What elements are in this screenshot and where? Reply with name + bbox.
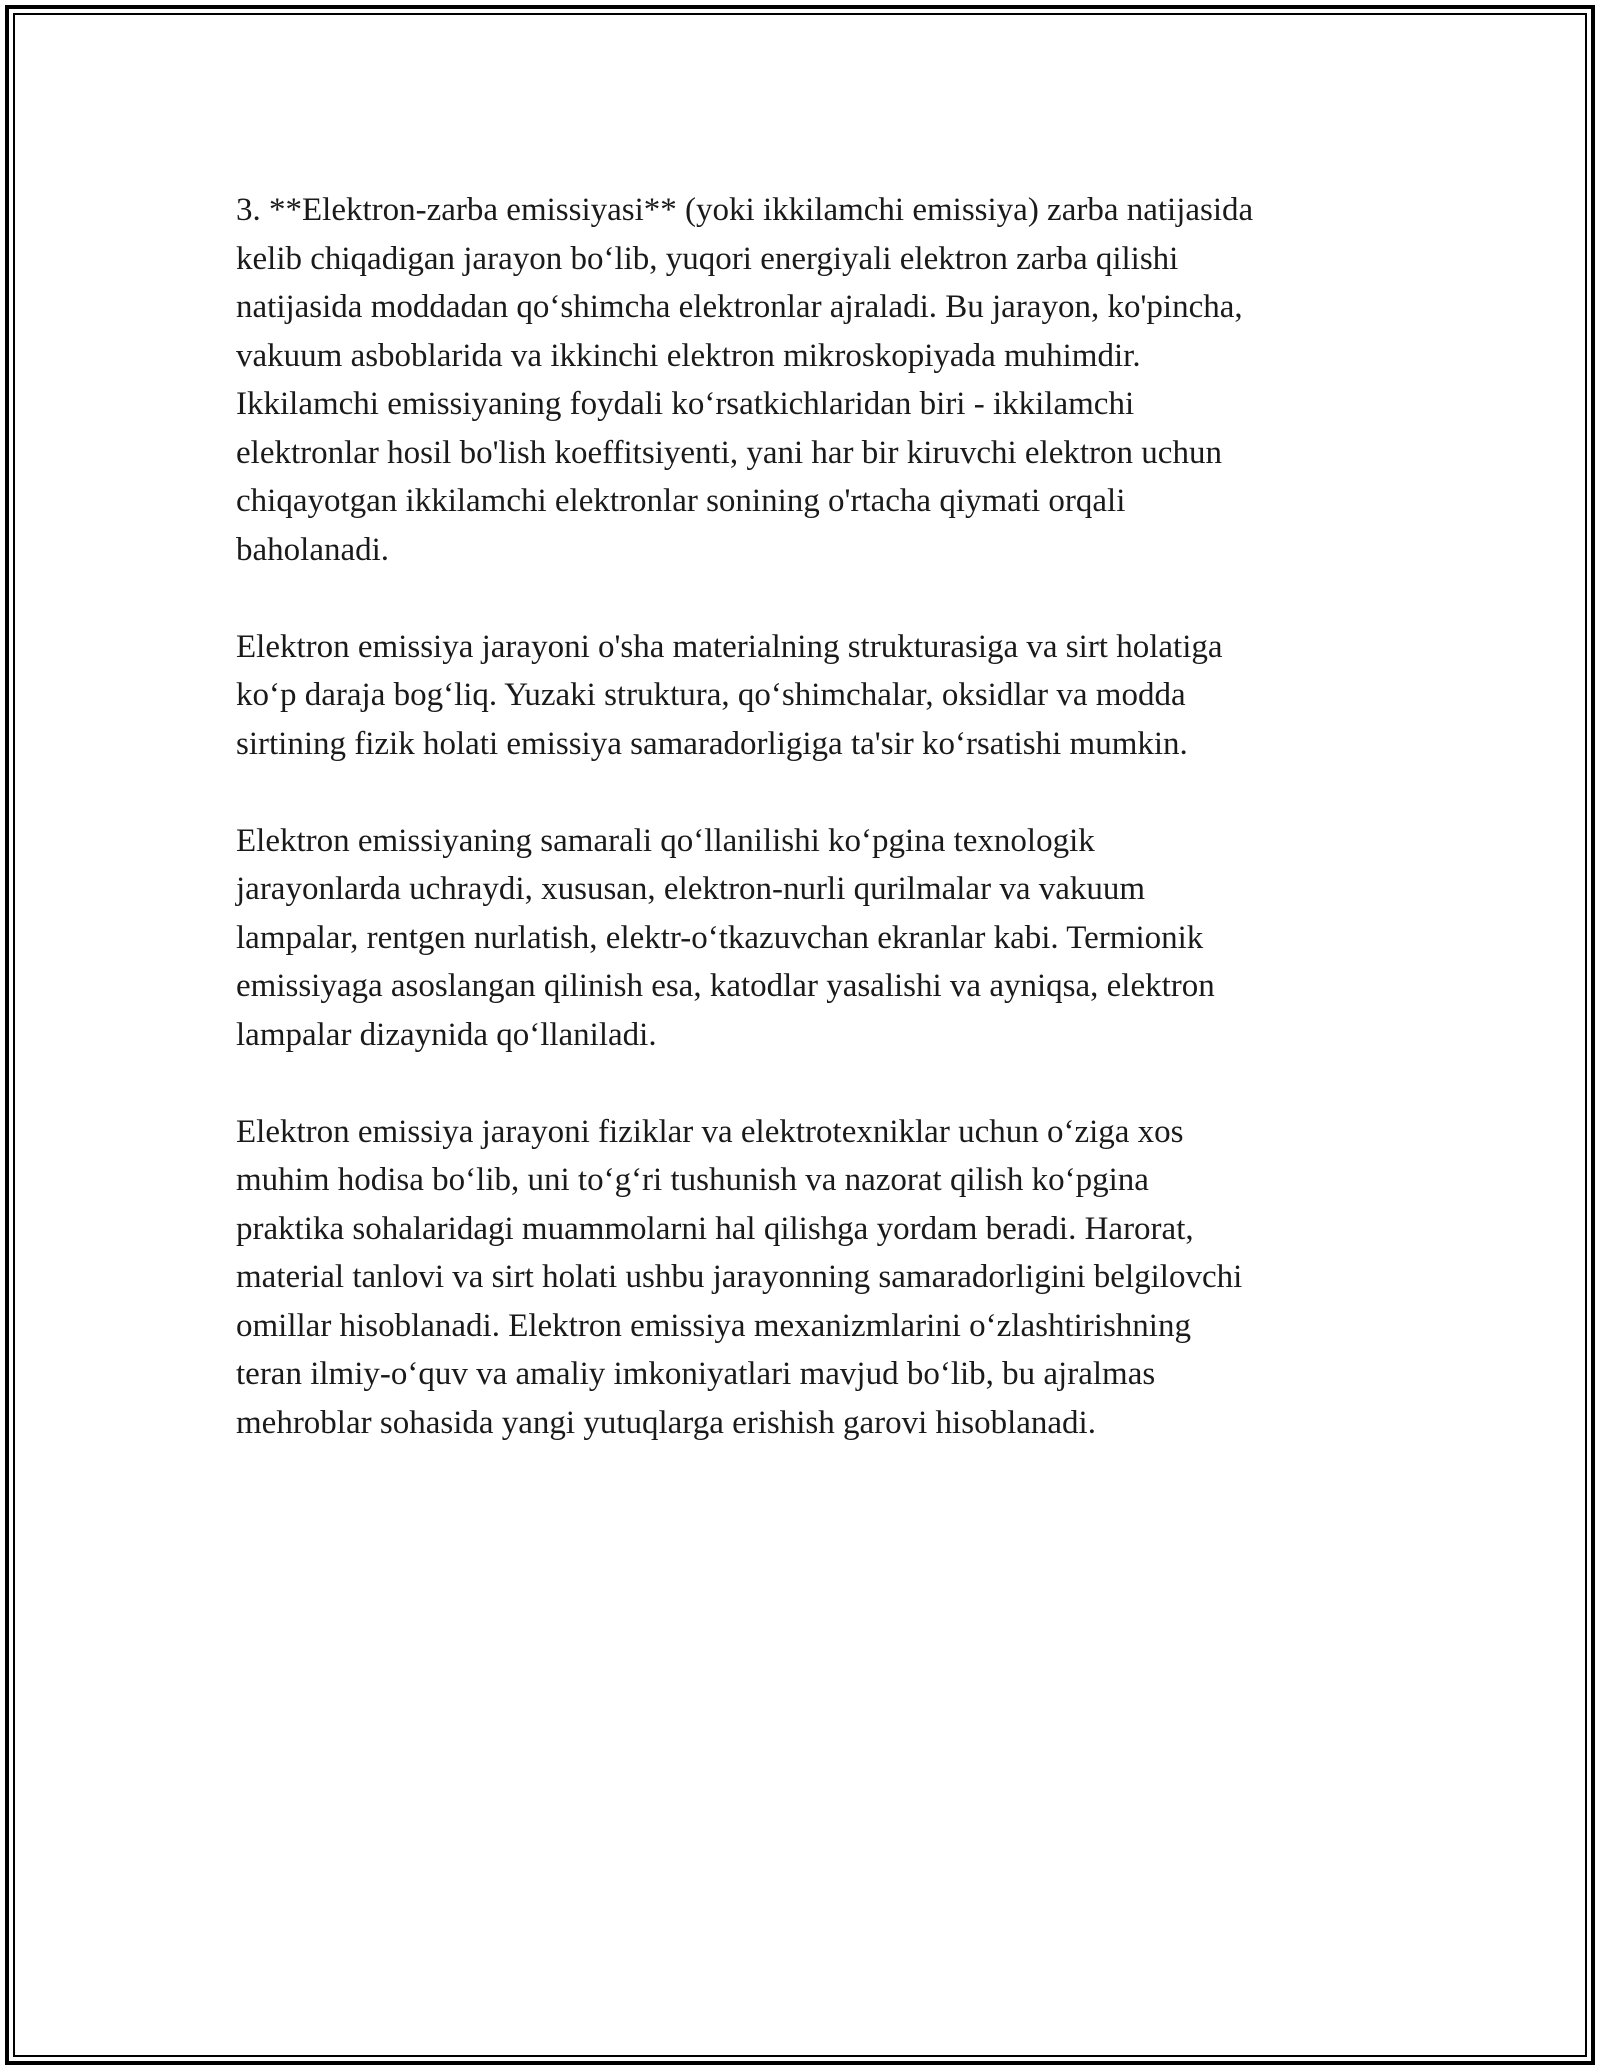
paragraph-surface-dependence: Elektron emissiya jarayoni o'sha materialning strukturasiga va sirt holatiga ko‘p daraja bog‘liq. Yuzaki struktura, qo‘shimchalar, oksidlar va modda sirtining fizik holati emissiya samaradorligiga ta'sir ko‘rsatishi mumkin. [236, 628, 1223, 762]
paragraph-electron-impact-emission: 3. **Elektron-zarba emissiyasi** (yoki ikkilamchi emissiya) zarba natijasida kelib chiqadigan jarayon bo‘lib, yuqori energiyali elektron zarba qilishi natijasida moddadan qo‘shimcha elektronlar ajraladi. Bu jarayon, ko'pincha, vakuum asboblarida va ikkinchi elektron mikroskopiyada muhimdir. Ikkilamchi emissiyaning foydali ko‘rsatkichlaridan biri - ikkilamchi elektronlar hosil bo'lish koeffitsiyenti, yani har bir kiruvchi elektron uchun chiqayotgan ikkilamchi elektronlar sonining o'rtacha qiymati orqali baholanadi. [236, 192, 1254, 568]
paragraph-applications: Elektron emissiyaning samarali qo‘llanilishi ko‘pgina texnologik jarayonlarda uchraydi, xususan, elektron-nurli qurilmalar va vakuum lampalar, rentgen nurlatish, elektr-o‘tkazuvchan ekranlar kabi. Termionik emissiyaga asoslangan qilinish esa, katodlar yasalishi va ayniqsa, elektron lampalar dizaynida qo‘llaniladi. [236, 822, 1215, 1053]
paragraph-conclusion: Elektron emissiya jarayoni fiziklar va elektrotexniklar uchun o‘ziga xos muhim hodisa bo‘lib, uni to‘g‘ri tushunish va nazorat qilish ko‘pgina praktika sohalaridagi muammolarni hal qilishga yordam beradi. Harorat, material tanlovi va sirt holati ushbu jarayonning samaradorligini belgilovchi omillar hisoblanadi. Elektron emissiya mexanizmlarini o‘zlashtirishning teran ilmiy-o‘quv va amaliy imkoniyatlari mavjud bo‘lib, bu ajralmas mehroblar sohasida yangi yutuqlarga erishish garovi hisoblanadi. [236, 1113, 1243, 1441]
document-body [236, 186, 1386, 1496]
